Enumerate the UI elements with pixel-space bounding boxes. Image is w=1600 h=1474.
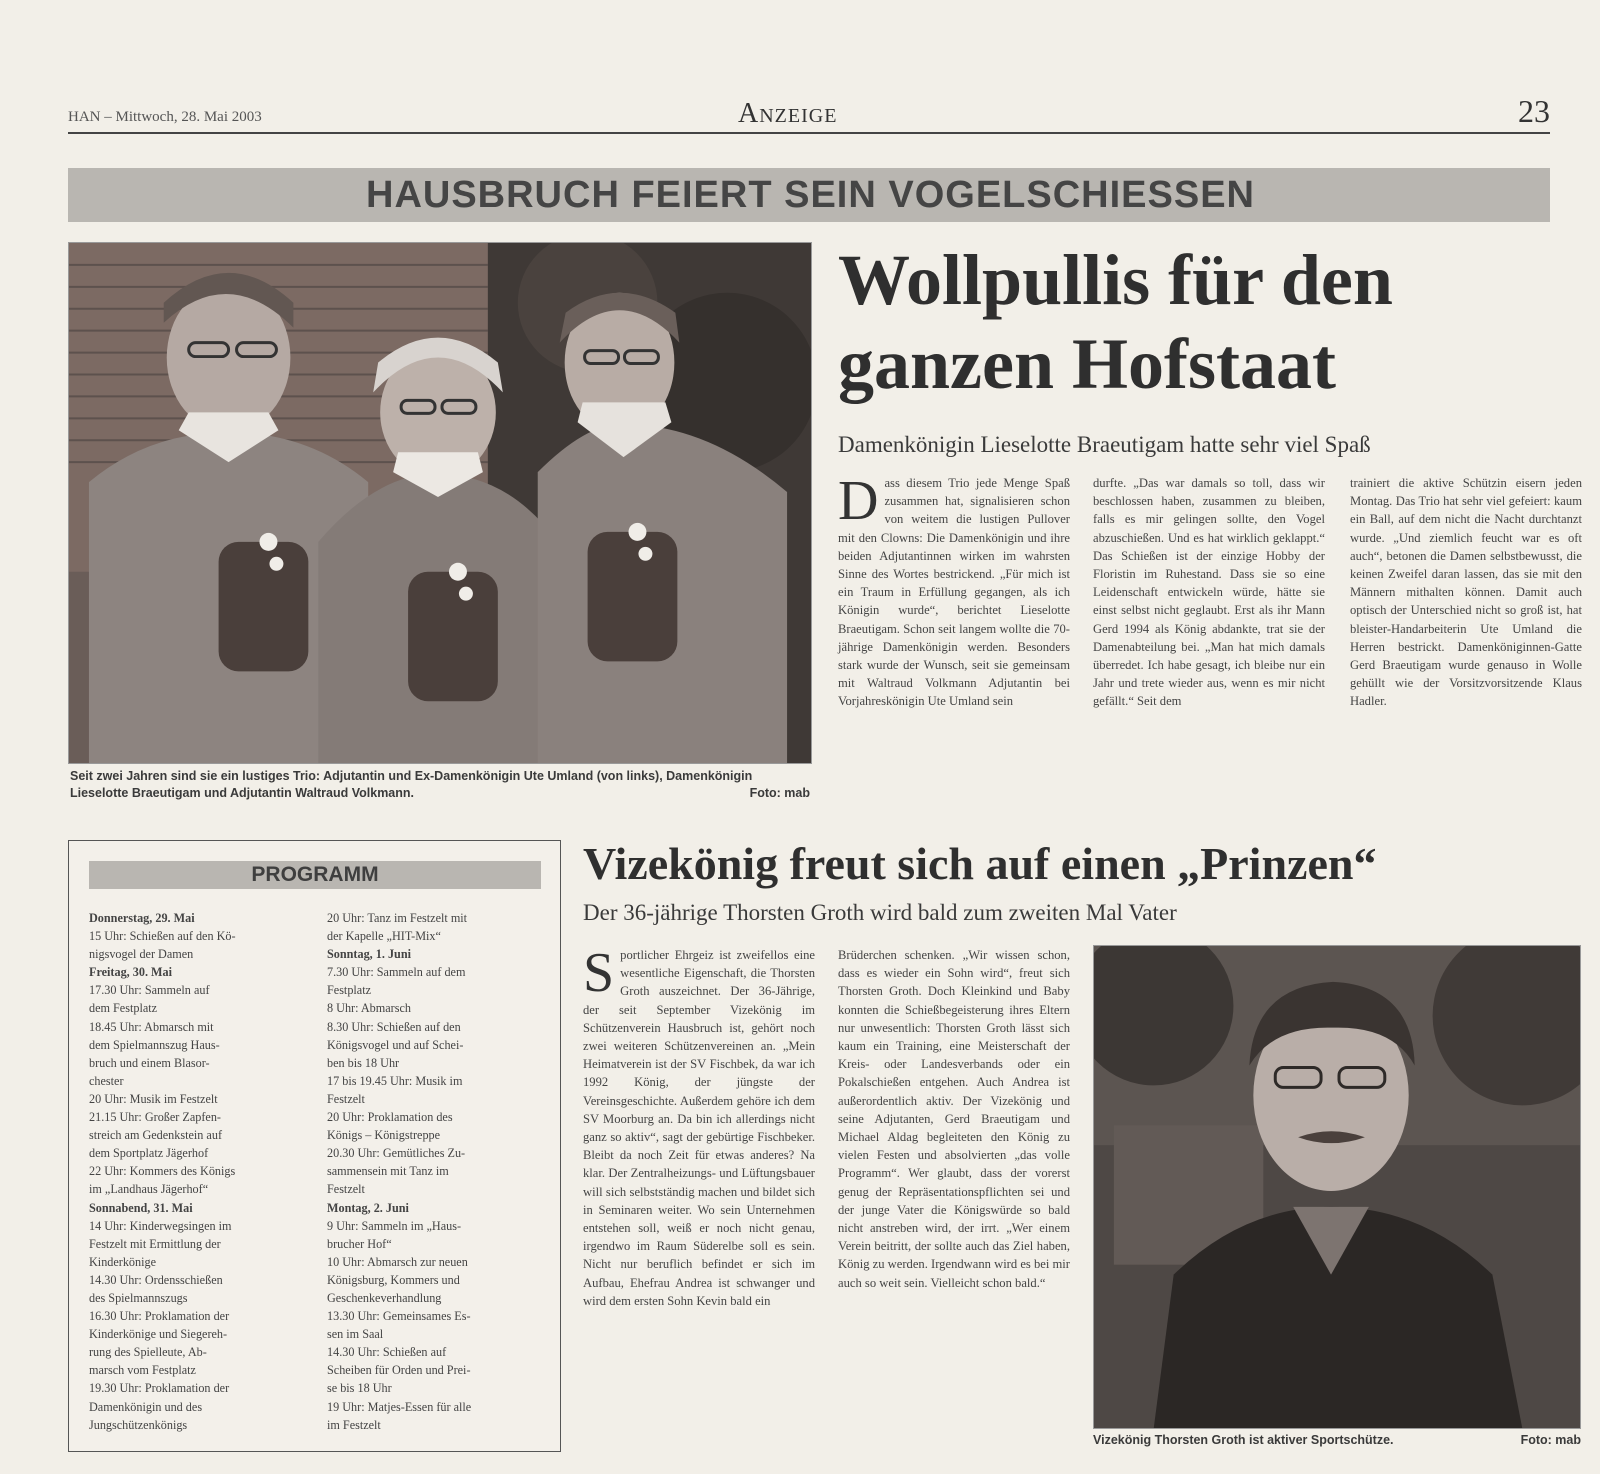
article2-headline: Vizekönig freut sich auf einen „Prinzen“ [583,838,1377,889]
article1-column-3: trainiert die aktive Schützin eisern jeden Montag. Das Trio hat sehr viel gefeiert: kaum ein Ball, auf dem nicht die Nacht durchtanzt wurde. „Und ziemlich feucht war es oft auch“, betonen die Damen selbstbewusst, die keinen Zweifel daran lassen, das sie mit den Männern mithalten können. Damit auch optisch der Unterschied nicht so groß ist, hat bleister-Handarbeiterin Ute Umland die Herren bestrickt. Damenköniginnen-Gatte Gerd Braeutigam wurde genauso in Wolle gehüllt wie der Vorsitzvorsitzende Klaus Hadler. [1350,476,1582,709]
program-day-heading: Donnerstag, 29. Mai [89,911,195,925]
program-entry-line: 20.30 Uhr: Gemütliches Zu- [327,1146,466,1161]
masthead-section: Anzeige [738,98,838,129]
program-entry-line: Königsvogel und auf Schei- [327,1037,464,1052]
program-entry-line: ben bis 18 Uhr [327,1055,400,1070]
program-entry-line: Kinderkönige und Siegereh- [89,1327,228,1342]
program-entry-line: 9 Uhr: Sammeln im „Haus- [327,1218,462,1233]
trio-photo-image [69,243,811,763]
article1-headline [838,238,1550,406]
program-entry-line: Scheiben für Orden und Prei- [327,1363,471,1378]
article2-subheadline: Der 36-jährige Thorsten Groth wird bald zum zweiten Mal Vater [583,900,1177,925]
program-entry-line: Festzelt [327,1091,365,1106]
program-entry-line: 14 Uhr: Kinderwegsingen im [89,1218,232,1233]
program-entry-line: 18.45 Uhr: Abmarsch mit [89,1019,214,1034]
program-entry-line: 22 Uhr: Kommers des Königs [89,1164,236,1179]
article1-column-1-text: ass diesem Trio jede Menge Spaß zusammen hat, signalisieren schon von weitem die lustigen Pullover mit den Clowns: Die Damenkönigin und ihre beiden Adjutantinnen wirken im wahrsten Sinne des Wortes bestrickend. „Für mich ist ein Traum in Erfüllung gegangen, als ich Königin wurde“, berichtet Lieselotte Braeutigam. Schon seit langem wollte die 70-jährige Damenkönigin werden. Besonders stark wurde der Wunsch, seit sie gemeinsam mit Waltraud Volkmann Adjutantin bei Vorjahreskönigin Ute Umland sein [838,476,1070,709]
program-entry-line: marsch vom Festplatz [89,1363,196,1378]
masthead-date: HAN – Mittwoch, 28. Mai 2003 [68,109,262,125]
trio-photo-caption [70,768,810,802]
program-column-2 [327,909,545,1434]
program-entry-line: chester [89,1073,124,1088]
program-entry-line: der Kapelle „HIT-Mix“ [327,929,441,944]
page-number: 23 [1518,93,1550,129]
article1-column-2: durfte. „Das war damals so toll, dass wir beschlossen haben, zusammen zu bleiben, falls es mir gelingen sollte, den Vogel abzuschießen. Und es hat wirklich geklappt.“ Das Schießen ist der einzige Hobby der Floristin im Ruhestand. Dass sie so eine Leidenschaft entwickeln würde, hätte sie einst selbst nicht geglaubt. Erst als ihr Mann Gerd 1994 als König abdankte, trat sie der Damenabteilung bei. „Man hat mich damals überredet. Ich habe gesagt, ich bleibe nur ein Jahr und trete wieder aus, wenn es mir nicht gefällt.“ Seit dem [1093,476,1325,709]
masthead [68,93,1550,134]
program-entry-line: bruch und einem Blasor- [89,1055,210,1070]
article1-column-1 [838,470,1070,711]
program-entry-line: 20 Uhr: Musik im Festzelt [89,1091,218,1106]
program-entry-line: Königs – Königstreppe [327,1128,441,1143]
program-entry-line: Königsburg, Kommers und [327,1272,460,1287]
program-entry-line: 14.30 Uhr: Ordensschießen [89,1272,223,1287]
groth-photo-image [1094,946,1580,1428]
program-entry-line: 8 Uhr: Abmarsch [327,1001,411,1016]
program-entry-line: 16.30 Uhr: Proklamation der [89,1309,230,1324]
article1-dropcap: D [838,470,879,532]
program-entry-line: Jungschützenkönigs [89,1417,188,1432]
groth-photo-caption [1093,1432,1581,1449]
program-entry-line: 21.15 Uhr: Großer Zapfen- [89,1110,221,1125]
program-entry-line: Festzelt [327,1182,365,1197]
program-entry-line: Kinderkönige [89,1254,157,1269]
program-entry-line: rung des Spielleute, Ab- [89,1345,207,1360]
program-entry-line: 8.30 Uhr: Schießen auf den [327,1019,461,1034]
program-entry-line: Festplatz [327,983,372,998]
program-entry-line: 15 Uhr: Schießen auf den Kö- [89,929,236,944]
program-column-1 [89,909,307,1434]
program-entry-line: sammensein mit Tanz im [327,1164,449,1179]
program-entry-line: Festzelt mit Ermittlung der [89,1236,221,1251]
program-day-heading: Sonnabend, 31. Mai [89,1200,193,1215]
program-entry-line: 19.30 Uhr: Proklamation der [89,1381,230,1396]
article2-column-1 [583,942,815,1310]
program-entry-line: 17 bis 19.45 Uhr: Musik im [327,1073,463,1088]
program-entry-line: se bis 18 Uhr [327,1381,392,1396]
program-entry-line: 20 Uhr: Proklamation des [327,1110,453,1125]
program-entry-line: Damenkönigin und des [89,1399,203,1414]
article2-dropcap: S [583,942,615,1004]
program-entry-line: Geschenkeverhandlung [327,1290,442,1305]
groth-caption-text: Vizekönig Thorsten Groth ist aktiver Sportschütze. [1093,1433,1394,1447]
trio-caption-text: Seit zwei Jahren sind sie ein lustiges Trio: Adjutantin und Ex-Damenkönigin Ute Umland (von links), Damenkönigin Lieselotte Braeutigam und Adjutantin Waltraud Volkmann. [70,769,753,800]
program-entry-line: 10 Uhr: Abmarsch zur neuen [327,1254,468,1269]
trio-photo [68,242,812,764]
program-entry-line: 7.30 Uhr: Sammeln auf dem [327,965,466,980]
program-entry-line: 19 Uhr: Matjes-Essen für alle [327,1399,472,1414]
program-entry-line: dem Spielmannszug Haus- [89,1037,220,1052]
program-day-heading: Montag, 2. Juni [327,1200,409,1215]
program-day-heading: Freitag, 30. Mai [89,965,173,980]
program-entry-line: brucher Hof“ [327,1236,392,1251]
trio-photo-credit: Foto: mab [749,786,810,800]
article1-headline-line1: Wollpullis für den [838,240,1393,320]
program-day-heading: Sonntag, 1. Juni [327,947,411,962]
program-entry-line: 14.30 Uhr: Schießen auf [327,1345,447,1360]
groth-photo [1093,945,1581,1429]
program-entry-line: im „Landhaus Jägerhof“ [89,1182,209,1197]
program-entry-line: 13.30 Uhr: Gemeinsames Es- [327,1309,471,1324]
program-title: PROGRAMM [89,861,541,889]
program-entry-line: dem Sportplatz Jägerhof [89,1146,209,1161]
program-entry-line: 17.30 Uhr: Sammeln auf [89,983,210,998]
program-entry-line: streich am Gedenkstein auf [89,1128,222,1143]
article2-column-1-text: portlicher Ehrgeiz ist zweifellos eine wesentliche Eigenschaft, die Thorsten Groth auszeichnet. Der 36-Jährige, der seit September Vizekönig im Schützenverein Hausbruch ist, gehört noch zwei weiteren Schützenvereinen an. „Mein Heimatverein ist der SV Fischbek, da war ich 1992 König, der jüngste der Vereinsgeschichte. Außerdem gehöre ich dem SV Moorburg an. Da bin ich allerdings nicht ganz so aktiv“, sagt der gebürtige Fischbeker. Bleibt da noch Zeit für etwas anderes? Na klar. Der Zentralheizungs- und Lüftungsbauer will sich selbstständig machen und bildet sich in Seminaren weiter. Wo sein Unternehmen entstehen soll, weiß er noch nicht genau, irgendwo im Raum Süderelbe soll es sein. Nicht nur beruflich befindet er sich im Aufbau, Ehefrau Andrea ist schwanger und wird dem ersten Sohn Kevin bald ein [583,948,815,1308]
section-banner: HAUSBRUCH FEIERT SEIN VOGELSCHIESSEN [68,168,1550,222]
groth-photo-credit: Foto: mab [1520,1433,1581,1447]
program-entry-line: sen im Saal [327,1327,384,1342]
article1-subheadline: Damenkönigin Lieselotte Braeutigam hatte sehr viel Spaß [838,432,1371,457]
program-entry-line: im Festzelt [327,1417,381,1432]
program-entry-line: 20 Uhr: Tanz im Festzelt mit [327,911,468,925]
program-entry-line: des Spielmannszugs [89,1290,188,1305]
program-entry-line: nigsvogel der Damen [89,947,194,962]
article1-headline-line2: ganzen Hofstaat [838,324,1336,404]
program-entry-line: dem Festplatz [89,1001,158,1016]
program-box [68,840,561,1452]
article2-column-2: Brüderchen schenken. „Wir wissen schon, dass es wieder ein Sohn wird“, freut sich Thorsten Groth. Doch Kleinkind und Baby konnten die Schießbegeisterung ihres Eltern nur unwesentlich: Thorsten Groth lässt sich kaum ein Training, eine Meisterschaft der Kreis- oder Landesverbands oder ein Pokalschießen entgehen. Auch Andrea ist außerordentlich aktiv. Der Vizekönig und seine Adjutanten, Gerd Braeutigam und Michael Aldag begleiteten den König zu vielen Festen und absolvierten „das volle Programm“. Wer glaubt, dass der vorerst genug der Repräsentationspflichten sei und der junge Vater die Königswürde so bald nicht anstreben wird, der irrt. „Wer einem Verein beitritt, der sollte auch das Ziel haben, König zu werden. Irgendwann wird es bei mir auch so weit sein. Vielleicht schon bald.“ [838,948,1070,1290]
